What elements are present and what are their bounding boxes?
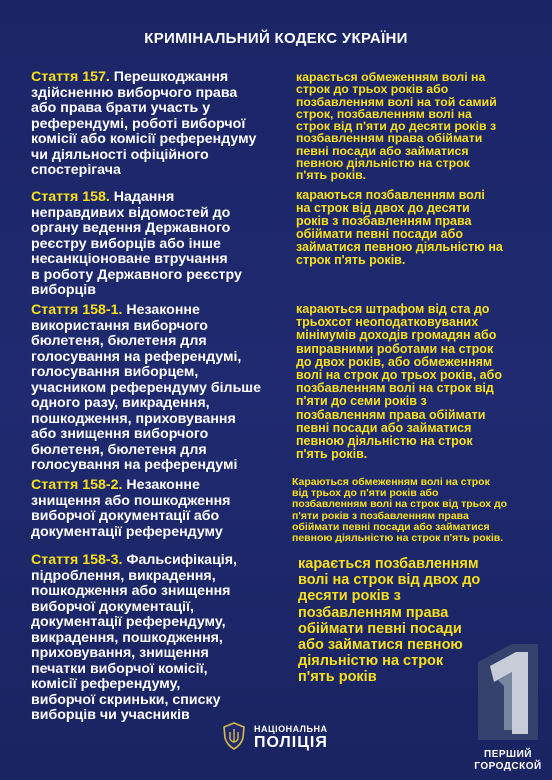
article-text-line: голосування виборцем, [31, 364, 199, 380]
penalty-line: позбавленням права [298, 604, 449, 621]
penalty-line: певною діяльністю на строк [296, 434, 473, 449]
penalty-line: караються позбавленням волі [296, 188, 485, 202]
article-text-line: пошкодження або знищення [31, 583, 231, 599]
article-text-line: знищення або пошкодження [31, 492, 231, 509]
article-text-line: здійсненню виборчого права [31, 84, 238, 101]
penalty-line: п'яти до семи років з [296, 394, 427, 409]
article-158 [31, 190, 281, 299]
article-number: Стаття 157. [31, 69, 110, 85]
penalty-line: на строк від двох до десяти [296, 200, 470, 215]
penalty-line: певною діяльністю на строк п'ять років. [292, 532, 504, 545]
article-text-line: бюлетеня, бюлетеня для [31, 441, 207, 458]
penalty-line: строк до трьох років або [296, 82, 449, 97]
article-text-line: Надання [109, 189, 175, 205]
article-text-line: виборчої документації або [31, 508, 220, 524]
article-text-line: Фальсифікація, [122, 552, 237, 568]
penalty-line: або займатися певною [298, 637, 463, 654]
penalty-line: обіймати певні посади або займатися [292, 520, 490, 533]
article-text-line: Перешкоджання [109, 69, 229, 85]
article-text-line: виборчої скриньки, списку [31, 691, 221, 708]
article-number: Стаття 158. [31, 189, 110, 205]
penalty-line: десяти років з [298, 588, 401, 605]
article-text-line: виборців чи учасників [31, 707, 190, 723]
pershyi-1-logo [468, 640, 548, 744]
article-text-line: документації референдуму, [31, 614, 226, 630]
article-text-line: органу ведення Державного [31, 220, 231, 236]
penalty-line: займатися певною діяльністю на [296, 239, 503, 254]
penalty-line: позбавленням права обіймати [296, 131, 483, 146]
article-text-line: Незаконне [122, 302, 200, 318]
penalty-line: позбавленням права обіймати [296, 407, 486, 422]
penalty-line: строк п'ять років. [296, 252, 406, 267]
penalty-line: карається обмеженням волі на [296, 70, 486, 84]
penalty-line: строк від п'яти до десяти років з [296, 119, 497, 134]
penalty-line: певні посади або займатися [296, 143, 469, 158]
article-text-line: комісії або комісії референдуму [31, 131, 257, 147]
article-text-line: чи діяльності офіційного [31, 146, 209, 163]
article-157 [31, 70, 281, 179]
penalty-line: діяльністю на строк [298, 653, 444, 670]
penalty-158-1 [296, 303, 546, 461]
penalty-line: виправними роботами на строк [296, 341, 494, 356]
article-text-line: або права брати участь у [31, 100, 211, 116]
penalty-line: позбавленням волі на той самий [296, 94, 497, 109]
article-number: Стаття 158-2. [31, 477, 123, 493]
article-text-line: учасником референдуму більше [31, 379, 262, 396]
penalty-line: п'ять років. [296, 447, 368, 462]
article-number: Стаття 158-1. [31, 302, 123, 318]
penalty-line: обіймати певні посади [298, 620, 462, 637]
penalty-line: обіймати певні посади або [296, 226, 463, 241]
penalty-line: до двох років, або обмеженням [296, 354, 493, 369]
article-text-line: неправдивих відомостей до [31, 204, 231, 221]
penalty-157 [296, 71, 546, 182]
article-text-line: печатки виборчої комісії, [31, 660, 208, 677]
article-158-3 [31, 553, 281, 724]
page-title: КРИМІНАЛЬНИЙ КОДЕКС УКРАЇНИ [144, 30, 408, 47]
logo-line1: НАЦІОНАЛЬНА [254, 724, 328, 734]
article-158-2 [31, 478, 293, 540]
police-shield-icon [222, 722, 246, 750]
article-text-line: голосування на референдумі, [31, 348, 242, 365]
penalty-line: років з позбавленням права [296, 213, 472, 228]
national-police-logo [222, 722, 328, 750]
penalty-line: волі на строк від двох до [298, 572, 481, 589]
brand-line2: ГОРОДСКОЙ [474, 761, 542, 772]
article-text-line: або знищення виборчого [31, 426, 209, 442]
article-text-line: комісії референдуму, [31, 676, 181, 692]
penalty-line: позбавленням волі на строк від [296, 381, 494, 396]
article-text-line: приховування, знищення [31, 645, 209, 661]
article-text-line: в роботу Державного реєстру [31, 266, 242, 283]
penalty-line: п'яти років з позбавленням права [292, 509, 469, 522]
article-text-line: голосування на референдумі [31, 457, 238, 473]
article-text-line: реєстру виборців або інше [31, 235, 221, 252]
penalty-line: п'ять років [298, 669, 377, 686]
penalty-line: певною діяльністю на строк [296, 156, 470, 171]
penalty-line: строк, позбавленням волі на [296, 106, 472, 121]
article-text-line: виборчої документації, [31, 598, 194, 615]
penalty-158 [296, 189, 546, 266]
article-text-line: викрадення, пошкодження, [31, 629, 223, 646]
logo-line2: ПОЛІЦІЯ [254, 734, 328, 751]
article-text-line: Незаконне [122, 477, 200, 493]
article-text-line: бюлетеня, бюлетеня для [31, 333, 207, 349]
penalty-line: певні посади або займатися [296, 420, 472, 435]
penalty-line: мінімумів доходів громадян або [296, 328, 497, 343]
penalty-line: Караються обмеженням волі на строк [292, 476, 490, 488]
article-text-line: виборців [31, 282, 96, 298]
pershyi-brand-logo [468, 640, 548, 776]
article-text-line: використання виборчого [31, 317, 208, 334]
article-text-line: підроблення, викрадення, [31, 567, 216, 584]
article-text-line: спостерігача [31, 162, 121, 178]
article-text-line: одного разу, викрадення, [31, 395, 210, 411]
article-number: Стаття 158-3. [31, 552, 123, 568]
penalty-158-2 [292, 477, 548, 544]
penalty-line: караються штрафом від ста до [296, 302, 490, 316]
penalty-line: позбавленням волі на строк від трьох до [292, 498, 508, 511]
article-158-1 [31, 303, 293, 474]
article-text-line: референдумі, роботі виборчої [31, 115, 246, 132]
penalty-line: п'ять років. [296, 168, 367, 183]
article-text-line: документації референдуму [31, 523, 223, 540]
article-text-line: пошкодження, приховування [31, 410, 236, 427]
penalty-line: волі на строк до трьох років, або [296, 368, 502, 383]
penalty-line: трьохсот неоподатковуваних [296, 315, 479, 330]
penalty-line: від трьох до п'яти років або [292, 487, 439, 500]
brand-line1: ПЕРШИЙ [484, 749, 532, 760]
penalty-line: карається позбавленням [298, 556, 479, 572]
article-text-line: несанкціоноване втручання [31, 251, 228, 267]
